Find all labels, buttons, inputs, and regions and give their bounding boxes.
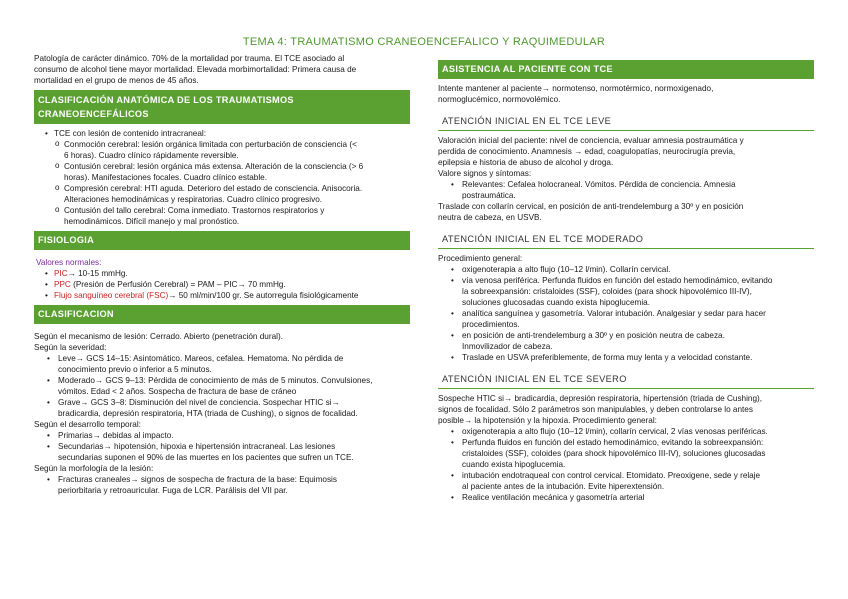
severidad-heading: Según la severidad:: [34, 343, 107, 352]
section-header-asistencia: ASISTENCIA AL PACIENTE CON TCE: [438, 60, 814, 79]
list-item-line: o Contusión cerebral: lesión orgánica más extensa. Alteración de la consciencia (> 6: [64, 162, 364, 171]
section-header-clasificacion-anatomica: CLASIFICACIÓN ANATÓMICA DE LOS TRAUMATISMOS CRANEOENCEFÁLICOS: [34, 90, 410, 124]
mecanismo-text: Según el mecanismo de lesión: Cerrado. Abierto (penetración dural).: [34, 332, 283, 341]
fsc-label: Flujo sanguíneo cerebral (FSC): [54, 291, 169, 300]
list-item-line: • oxigenoterapia a alto flujo (10–12 l/min), collarín cervical, 2 vías venosas periféricas.: [462, 427, 768, 436]
valores-label: Valores normales:: [36, 258, 102, 267]
list-item: [34, 279, 410, 290]
paragraph-line: perdida de conocimiento. Anamnesis → edad, coagulopatías, neurocirugía previa,: [438, 147, 736, 156]
paragraph-line: Sospeche HTIC si→ bradicardia, depresión respiratoria, hipertensión (triada de Cushing),: [438, 394, 763, 403]
ppc-value: (Presión de Perfusión Cerebral) = PAM – PIC→ 70 mmHg.: [70, 280, 286, 289]
list-item-line: periorbitaria y retroauricular. Fuga de LCR. Parálisis del VII par.: [58, 486, 288, 495]
severo-paragraph: [438, 393, 814, 426]
list-item-line: • Secundarias→ hipotensión, hipoxia e hipertensión intracraneal. Las lesiones: [58, 442, 336, 451]
pic-value: → 10-15 mmHg.: [67, 269, 128, 278]
list-item: [438, 179, 814, 201]
list-item: [34, 290, 410, 301]
list-item: [34, 441, 410, 463]
section-header-tce-leve: ATENCIÓN INICIAL EN EL TCE LEVE: [438, 112, 814, 131]
paragraph-line: signos de focalidad. Sólo 2 parámetros son manipulables, y deben controlarse lo antes: [438, 405, 753, 414]
list-item: [438, 437, 814, 470]
list-item-line: o Compresión cerebral: HTI aguda. Deterioro del estado de consciencia. Anisocoria.: [64, 184, 363, 193]
severidad-list: [34, 353, 410, 419]
morfologia-list: [34, 474, 410, 496]
moderado-heading: Procedimiento general:: [438, 254, 523, 263]
section-header-tce-severo: ATENCIÓN INICIAL EN EL TCE SEVERO: [438, 370, 814, 389]
list-item-line: cuando exista hipoglucemia.: [462, 460, 566, 469]
list-item-line: Alteraciones hemodinámicas y respiratorias. Cuadro clínico progresivo.: [64, 195, 323, 204]
paragraph-line: epilepsia e historia de abuso de alcohol y droga.: [438, 158, 614, 167]
paragraph-line: normoglucémico, normovolémico.: [438, 95, 561, 104]
list-item: [34, 353, 410, 375]
list-item-line: vómitos. Edad < 2 años. Sospecha de fractura de base de cráneo: [58, 387, 297, 396]
clasificacion-anatomica-list: [34, 128, 410, 227]
list-item-line: horas). Manifestaciones focales. Cuadro clínico estable.: [64, 173, 267, 182]
document-title: TEMA 4: TRAUMATISMO CRANEOENCEFALICO Y RAQUIMEDULAR: [242, 36, 606, 48]
list-item: [34, 397, 410, 419]
paragraph-line: Valoración inicial del paciente: nivel de conciencia, evaluar amnesia postraumática y: [438, 136, 744, 145]
leve-paragraph: [438, 135, 814, 179]
list-item-line: • analítica sanguínea y gasometría. Valorar intubación. Analgesiar y sedar para hacer: [462, 309, 766, 318]
list-item: [34, 268, 410, 279]
list-item-line: bradicardia, depresión respiratoria, HTA (triada de Cushing), o signos de focalidad.: [58, 409, 358, 418]
intro-line: mortalidad en el grupo de menos de 45 años.: [34, 76, 199, 85]
section-header-clasificacion: CLASIFICACION: [34, 305, 410, 324]
section-header-fisiologia: FISIOLOGIA: [34, 231, 410, 250]
list-item-line: • en posición de anti-trendelemburg a 30º y en posición neutra de cabeza.: [462, 331, 725, 340]
list-item-line: • Grave→ GCS 3–8: Disminución del nivel de conciencia. Sospechar HTIC si→: [58, 398, 340, 407]
list-item-line: al paciente antes de la intubación. Evite hiperextensión.: [462, 482, 665, 491]
list-item: [34, 430, 410, 441]
list-item: [34, 183, 410, 205]
intro-line: Patología de carácter dinámico. 70% de la mortalidad por trauma. El TCE asociado al: [34, 54, 345, 63]
list-item-line: • Fracturas craneales→ signos de sospecha de fractura de la base: Equimosis: [58, 475, 337, 484]
list-item-line: hemodinámicos. Difícil manejo y mal pronóstico.: [64, 217, 240, 226]
list-item-line: • oxigenoterapia a alto flujo (10–12 l/min). Collarín cervical.: [462, 265, 671, 274]
right-column: [438, 60, 814, 503]
paragraph-line: Valore signos y síntomas:: [438, 169, 532, 178]
list-item: [34, 139, 410, 161]
list-item: [438, 308, 814, 330]
paragraph-line: neutra de cabeza, en USVB.: [438, 213, 542, 222]
intro-paragraph: [34, 53, 410, 86]
paragraph-line: Traslade con collarín cervical, en posición de anti-trendelemburg a 30º y en posición: [438, 202, 744, 211]
valores-list: [34, 268, 410, 301]
morfologia-heading: Según la morfología de la lesión:: [34, 464, 154, 473]
pic-label: PIC: [54, 269, 68, 278]
ppc-label: PPC: [54, 280, 71, 289]
fsc-value: → 50 ml/min/100 gr. Se autorregula fisiológicamente: [168, 291, 359, 300]
list-item-line: • Perfunda fluidos en función del estado hemodinámico, evitando la sobreexpansión:: [462, 438, 764, 447]
paragraph-line: posible→ la hipotensión y la hipoxia. Procedimiento general:: [438, 416, 657, 425]
severo-list: [438, 426, 814, 503]
list-item-line: postraumática.: [462, 191, 516, 200]
list-item-line: soluciones glucosadas cuando exista hipoglucemia.: [462, 298, 650, 307]
list-item-line: • Relevantes: Cefalea holocraneal. Vómitos. Pérdida de conciencia. Amnesia: [462, 180, 736, 189]
asistencia-paragraph: [438, 83, 814, 105]
list-item-line: 6 horas). Cuadro clínico rápidamente reversible.: [64, 151, 239, 160]
list-item-line: • intubación endotraqueal con control cervical. Etomidato. Preoxigene, sede y relaje: [462, 471, 761, 480]
list-item: [438, 352, 814, 363]
temporal-list: [34, 430, 410, 463]
list-item: • TCE con lesión de contenido intracraneal:: [34, 128, 410, 139]
list-item: [438, 470, 814, 492]
left-column: [34, 53, 410, 496]
list-item-line: • Leve→ GCS 14–15: Asintomático. Mareos, cefalea. Hematoma. No pérdida de: [58, 354, 344, 363]
list-item-line: • Realice ventilación mecánica y gasometría arterial: [462, 493, 645, 502]
list-item-line: Inmovilizador de cabeza.: [462, 342, 553, 351]
list-item-line: • Moderado→ GCS 9–13: Pérdida de conocimiento de más de 5 minutos. Convulsiones,: [58, 376, 373, 385]
list-item: [34, 161, 410, 183]
list-item-line: conocimiento previo o inferior a 5 minutos.: [58, 365, 212, 374]
list-item: [34, 205, 410, 227]
list-item: [438, 426, 814, 437]
leve-after-paragraph: [438, 201, 814, 223]
list-item: [34, 375, 410, 397]
list-item-line: cristaloides (SSF), coloides (para shock hipovolémico III-IV), soluciones glucosadas: [462, 449, 766, 458]
moderado-list: [438, 264, 814, 363]
list-item: [438, 330, 814, 352]
list-item-line: o Contusión del tallo cerebral: Coma inmediato. Trastornos respiratorios y: [64, 206, 325, 215]
list-item: [438, 492, 814, 503]
list-item-line: • Traslade en USVA preferiblemente, de forma muy lenta y a velocidad constante.: [462, 353, 753, 362]
list-item-line: o Conmoción cerebral: lesión orgánica limitada con perturbación de consciencia (<: [64, 140, 357, 149]
temporal-heading: Según el desarrollo temporal:: [34, 420, 141, 429]
section-header-tce-moderado: ATENCIÓN INICIAL EN EL TCE MODERADO: [438, 230, 814, 249]
list-item: [438, 275, 814, 308]
intro-line: consumo de alcohol tiene mayor mortalidad. Elevada morbimortalidad: Primera causa de: [34, 65, 357, 74]
list-item-line: • Primarias→ debidas al impacto.: [58, 431, 174, 440]
list-item: [34, 474, 410, 496]
list-item-line: secundarias suponen el 90% de las muertes en los pacientes que sufren un TCE.: [58, 453, 354, 462]
list-item-line: la sobreexpansión: cristaloides (SSF), coloides (para shock hipovolémico III-IV),: [462, 287, 752, 296]
leve-list: [438, 179, 814, 201]
list-item-line: • vía venosa periférica. Perfunda fluidos en función del estado hemodinámico, evitando: [462, 276, 773, 285]
list-item-line: procedimientos.: [462, 320, 520, 329]
list-item: [438, 264, 814, 275]
paragraph-line: Intente mantener al paciente→ normotenso, normotérmico, normoxigenado,: [438, 84, 714, 93]
